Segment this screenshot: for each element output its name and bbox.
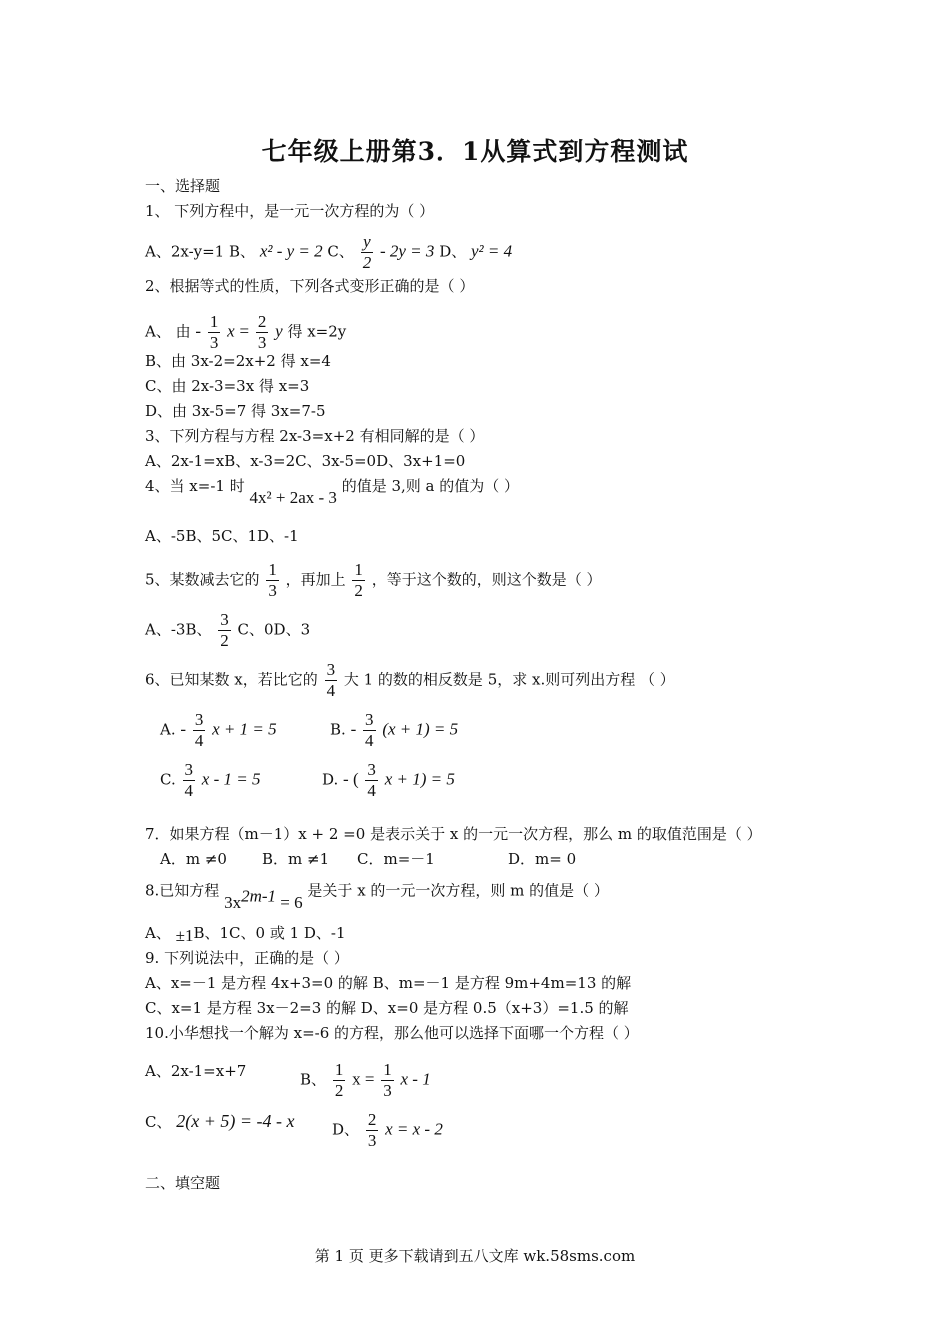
q5-stem-c: ，等于这个数的，则这个数是（ ） <box>371 570 602 589</box>
q6-option-a-label: A. <box>160 720 176 739</box>
question-10-stem: 10.小华想找一个解为 x=-6 的方程，那么他可以选择下面哪一个方程（ ） <box>145 1024 639 1042</box>
question-5-stem <box>145 560 601 601</box>
q8-stem-a: 8.已知方程 <box>145 881 220 900</box>
q2-option-a-tail: 得 x=2y <box>287 322 347 341</box>
q10-option-d <box>332 1110 443 1151</box>
q1-option-d-label: D、 <box>439 242 467 261</box>
fraction-denominator: 4 <box>194 731 204 750</box>
q2-fraction-2 <box>256 312 269 353</box>
question-6-option-b: B. - $\frac{3}{4}$ (x + 1) = 5 <box>330 710 459 750</box>
fraction-numerator: y <box>363 232 371 251</box>
q6-stem-b: 大 1 的数的相反数是 5，求 x.则可列出方程 （ ） <box>343 670 675 689</box>
fraction-numerator: 3 <box>184 760 193 779</box>
q4-stem-b: 的值是 3,则 a 的值为（ ） <box>341 477 520 495</box>
question-6-option-d: D. - ( $\frac{3}{4}$ x + 1) = 5 <box>322 760 455 800</box>
q5-option-b-fraction <box>218 610 231 651</box>
q8-option-a-label: A、 <box>145 924 171 942</box>
question-4-options: A、-5B、5C、1D、-1 <box>145 527 299 545</box>
question-7-stem: 7．如果方程（m－1）x + 2 =0 是表示关于 x 的一元一次方程，那么 m 的取值范围是（ ） <box>145 825 762 843</box>
fraction-numerator: 3 <box>220 610 229 629</box>
q10-option-b <box>300 1060 431 1101</box>
question-5-options <box>145 610 310 651</box>
q8-expression-rest: = 6 <box>280 892 303 912</box>
q8-option-rest: B、1C、0 或 1 D、-1 <box>193 924 346 942</box>
q8-expression-base: 3x <box>224 892 242 912</box>
q8-option-a-value: ±1 <box>175 926 194 945</box>
question-2-option-c: C、由 2x-3=3x 得 x=3 <box>145 377 310 395</box>
q7-option-b: B．m ≠1 <box>262 850 330 868</box>
question-3-options: A、2x-1=xB、x-3=2C、3x-5=0D、3x+1=0 <box>145 452 466 470</box>
q4-stem-a: 4、当 x=-1 时 <box>145 477 245 495</box>
fraction-numerator: 1 <box>334 1060 344 1079</box>
fraction-denominator: 2 <box>362 253 372 272</box>
question-8-options <box>145 922 346 944</box>
question-2-option-b: B、由 3x-2=2x+2 得 x=4 <box>145 352 331 370</box>
q1-option-b-math: x² - y = 2 <box>259 241 323 261</box>
q10-option-b-tail: x - 1 <box>400 1069 431 1089</box>
q10-option-d-fraction <box>366 1110 379 1151</box>
fraction-numerator: 2 <box>367 1110 377 1129</box>
fraction-denominator: 4 <box>365 731 374 750</box>
question-6-option-c <box>160 760 260 801</box>
q5-stem-b: ，再加上 <box>285 570 346 589</box>
q6-option-d-fraction <box>365 760 378 801</box>
q6-option-c-fraction <box>183 760 196 801</box>
q1-option-c-fraction <box>361 232 374 273</box>
question-8-stem <box>145 873 609 912</box>
q6-option-d-label: D. <box>322 770 339 789</box>
fraction-denominator: 2 <box>220 631 229 650</box>
page-title: 七年级上册第3．1从算式到方程测试 <box>261 137 689 166</box>
fraction-denominator: 3 <box>209 333 219 352</box>
q4-expression: 4x² + 2ax - 3 <box>249 488 337 507</box>
q2-fraction-1 <box>208 312 221 353</box>
q1-option-d-math: y² = 4 <box>471 241 513 261</box>
question-3-stem: 3、下列方程与方程 2x-3=x+2 有相同解的是（ ） <box>145 427 485 445</box>
q5-fraction-1 <box>266 560 279 601</box>
q10-option-d-label: D、 <box>332 1120 360 1139</box>
q6-option-d-tail: x + 1) = 5 <box>384 769 455 789</box>
fraction-numerator: 3 <box>194 710 204 729</box>
q5-fraction-2 <box>352 560 365 601</box>
fraction-denominator: 4 <box>184 781 193 800</box>
fraction-denominator: 4 <box>326 681 336 700</box>
question-9-stem: 9. 下列说法中，正确的是（ ） <box>145 949 349 967</box>
q5-stem-a: 5、某数减去它的 <box>145 570 260 589</box>
page-footer: 第 1 页 更多下载请到五八文库 wk.58sms.com <box>314 1247 636 1265</box>
q7-option-a: A．m ≠0 <box>160 850 227 868</box>
fraction-numerator: 2 <box>257 312 267 331</box>
q10-option-d-tail: x = x - 2 <box>385 1119 443 1139</box>
fraction-numerator: 3 <box>367 760 376 779</box>
q10-option-c-math: 2(x + 5) = -4 - x <box>176 1111 295 1131</box>
fraction-denominator: 3 <box>257 333 267 352</box>
fraction-denominator: 4 <box>367 781 376 800</box>
q6-option-a-fraction <box>193 710 206 751</box>
q10-option-c <box>145 1110 295 1133</box>
question-2-stem: 2、根据等式的性质，下列各式变形正确的是（ ） <box>145 277 475 295</box>
section-heading-fill: 二、填空题 <box>145 1174 221 1192</box>
fraction-denominator: 2 <box>334 1081 344 1100</box>
fraction-denominator: 3 <box>268 581 277 600</box>
fraction-numerator: 1 <box>209 312 219 331</box>
q6-option-b-label: B. <box>330 720 346 739</box>
fraction-numerator: 3 <box>326 660 336 679</box>
fraction-numerator: 1 <box>354 560 363 579</box>
q10-option-a: A、2x-1=x+7 <box>145 1062 247 1080</box>
question-9-options-ab: A、x=－1 是方程 4x+3=0 的解 B、m=－1 是方程 9m+4m=13 的解 <box>145 974 632 992</box>
question-2-option-d: D、由 3x-5=7 得 3x=7-5 <box>145 402 326 420</box>
q7-option-c: C．m=－1 <box>357 850 435 868</box>
question-4-stem <box>145 475 520 507</box>
fraction-numerator: 1 <box>383 1060 392 1079</box>
q6-fraction <box>325 660 338 701</box>
question-6-option-a: A. - $\frac{3}{4}$ x + 1 = 5 <box>160 710 277 750</box>
q6-option-b-fraction <box>363 710 376 751</box>
q5-option-rest: C、0D、3 <box>237 620 311 639</box>
q6-option-c-tail: x - 1 = 5 <box>201 769 261 789</box>
question-1-stem: 1、 下列方程中，是一元一次方程的为（ ） <box>145 202 435 220</box>
fraction-denominator: 2 <box>354 581 363 600</box>
q6-stem-a: 6、已知某数 x，若比它的 <box>145 670 318 689</box>
q8-stem-b: 是关于 x 的一元一次方程，则 m 的值是（ ） <box>307 881 609 900</box>
q10-option-c-label: C、 <box>145 1113 172 1131</box>
q8-expression-exponent: 2m-1 <box>241 886 277 905</box>
question-6-stem <box>145 660 675 701</box>
q10-option-b-label: B、 <box>300 1070 327 1089</box>
q1-option-c-label: C、 <box>327 242 354 261</box>
q6-option-b-tail: (x + 1) = 5 <box>382 719 459 739</box>
q10-option-b-mid: x = <box>352 1069 375 1089</box>
q2-option-a-label: A、 由 <box>145 322 191 341</box>
fraction-numerator: 3 <box>365 710 374 729</box>
question-9-options-cd: C、x=1 是方程 3x－2=3 的解 D、x=0 是方程 0.5（x+3）=1.5 的解 <box>145 999 629 1017</box>
q10-option-b-fraction-2 <box>381 1060 394 1101</box>
fraction-denominator: 3 <box>383 1081 392 1100</box>
q6-option-c-label: C. <box>160 770 176 789</box>
section-heading-choice: 一、选择题 <box>145 177 221 195</box>
question-1-options <box>145 232 512 273</box>
fraction-numerator: 1 <box>268 560 277 579</box>
q6-option-a-tail: x + 1 = 5 <box>212 719 277 739</box>
q1-option-c-rest: - 2y = 3 <box>379 241 435 261</box>
q10-option-b-fraction-1 <box>333 1060 346 1101</box>
q5-option-a: A、-3B、 <box>145 620 212 639</box>
q8-expression <box>224 886 303 912</box>
fraction-denominator: 3 <box>367 1131 377 1150</box>
question-2-option-a: A、 由 - $\frac{1}{3}$ x = $\frac{2}{3}$ y 得 x=2y <box>145 312 347 352</box>
q1-option-a: A、2x-y=1 B、 <box>145 242 256 261</box>
q7-option-d: D．m= 0 <box>508 850 577 868</box>
